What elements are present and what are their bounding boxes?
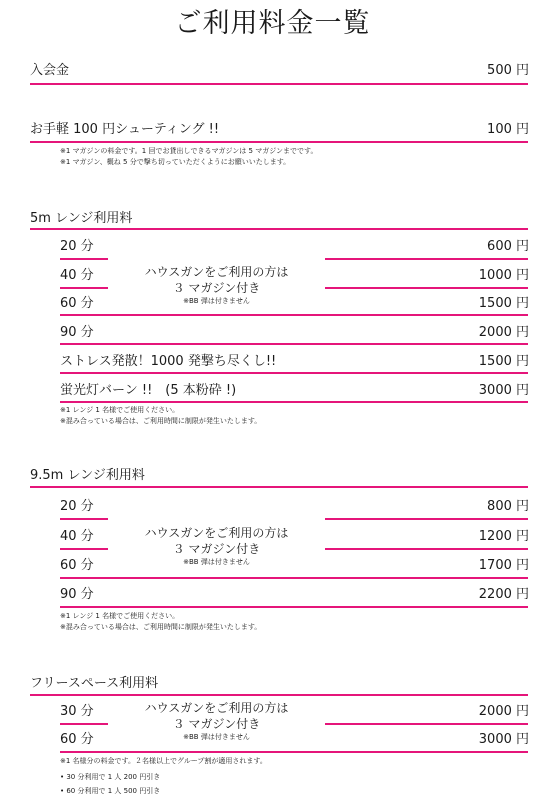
range5-row-label: 20 分	[60, 239, 94, 254]
admission-price: 500 円	[487, 63, 529, 78]
house-gun-line: ３ マガジン付き	[172, 281, 261, 295]
free-space-note: • 60 分利用で 1 人 500 円引き	[60, 787, 161, 795]
divider	[60, 518, 108, 520]
divider	[325, 518, 528, 520]
divider	[325, 258, 528, 260]
range95-row-label: 40 分	[60, 529, 94, 544]
range5-note: ※1 レンジ 1 名様でご使用ください。	[60, 406, 180, 414]
free-space-row-label: 60 分	[60, 732, 94, 747]
free-space-row-price: 2000 円	[478, 704, 529, 719]
divider	[60, 343, 528, 345]
free-space-heading: フリースペース利用料	[30, 676, 159, 691]
free-space-note: ※1 名様分の料金です。２名様以上でグループ割が適用されます。	[60, 757, 267, 765]
house-gun-line: ※BB 弾は付きません	[183, 733, 250, 741]
range95-row-price: 2200 円	[478, 587, 529, 602]
range5-row-price: 1500 円	[478, 296, 529, 311]
house-gun-line: ハウスガンをご利用の方は	[144, 526, 289, 540]
shooting-label: お手軽 100 円シューティング !!	[30, 122, 220, 137]
house-gun-line: ※BB 弾は付きません	[183, 297, 250, 305]
shooting-note: ※1 マガジンの料金です。1 回でお貸出しできるマガジンは 5 マガジンまでです。	[60, 147, 318, 155]
free-space-row-label: 30 分	[60, 704, 94, 719]
divider	[60, 577, 528, 579]
range5-note: ※混み合っている場合は、ご利用時間に制限が発生いたします。	[60, 417, 262, 425]
range5-row-price: 1500 円	[478, 354, 529, 369]
divider	[60, 372, 528, 374]
range95-row-label: 60 分	[60, 558, 94, 573]
house-gun-line: ３ マガジン付き	[172, 542, 261, 556]
range5-row-price: 3000 円	[478, 383, 529, 398]
divider	[30, 228, 528, 230]
page-title: ご利用料金一覧	[174, 8, 371, 39]
range95-row-price: 1700 円	[478, 558, 529, 573]
range5-row-label: 90 分	[60, 325, 94, 340]
house-gun-line: ハウスガンをご利用の方は	[144, 265, 289, 279]
divider	[30, 141, 528, 143]
shooting-price: 100 円	[487, 122, 529, 137]
range5-row-price: 600 円	[487, 239, 529, 254]
range5-row-price: 2000 円	[478, 325, 529, 340]
range5-row-label: 60 分	[60, 296, 94, 311]
range95-row-label: 20 分	[60, 499, 94, 514]
divider	[60, 548, 108, 550]
range5-heading: 5m レンジ利用料	[30, 211, 133, 226]
range95-note: ※1 レンジ 1 名様でご使用ください。	[60, 612, 180, 620]
range95-row-price: 1200 円	[478, 529, 529, 544]
range95-house-gun-note	[108, 525, 325, 567]
free-space-note: • 30 分利用で 1 人 200 円引き	[60, 773, 161, 781]
divider	[30, 486, 528, 488]
range5-row-price: 1000 円	[478, 268, 529, 283]
divider	[30, 83, 528, 85]
free-space-house-gun-note	[108, 700, 325, 742]
divider	[60, 287, 108, 289]
divider	[325, 548, 528, 550]
divider	[60, 314, 528, 316]
free-space-row-price: 3000 円	[478, 732, 529, 747]
divider	[60, 723, 108, 725]
divider	[30, 694, 528, 696]
admission-label: 入会金	[30, 63, 70, 78]
house-gun-line: ハウスガンをご利用の方は	[144, 701, 289, 715]
range5-row-label: 蛍光灯バーン !! (5 本粉砕 !)	[60, 383, 237, 398]
range95-row-price: 800 円	[487, 499, 529, 514]
range95-row-label: 90 分	[60, 587, 94, 602]
divider	[60, 258, 108, 260]
range95-note: ※混み合っている場合は、ご利用時間に制限が発生いたします。	[60, 623, 262, 631]
range5-row-label: 40 分	[60, 268, 94, 283]
divider	[325, 287, 528, 289]
house-gun-line: ※BB 弾は付きません	[183, 558, 250, 566]
divider	[60, 401, 528, 403]
range5-house-gun-note	[108, 264, 325, 306]
divider	[325, 723, 528, 725]
divider	[60, 606, 528, 608]
shooting-note: ※1 マガジン、概ね 5 分で撃ち切っていただくようにお願いいたします。	[60, 158, 291, 166]
house-gun-line: ３ マガジン付き	[172, 717, 261, 731]
range5-row-label: ストレス発散！1000 発撃ち尽くし!!	[60, 354, 277, 369]
divider	[60, 751, 528, 753]
range95-heading: 9.5m レンジ利用料	[30, 468, 145, 483]
